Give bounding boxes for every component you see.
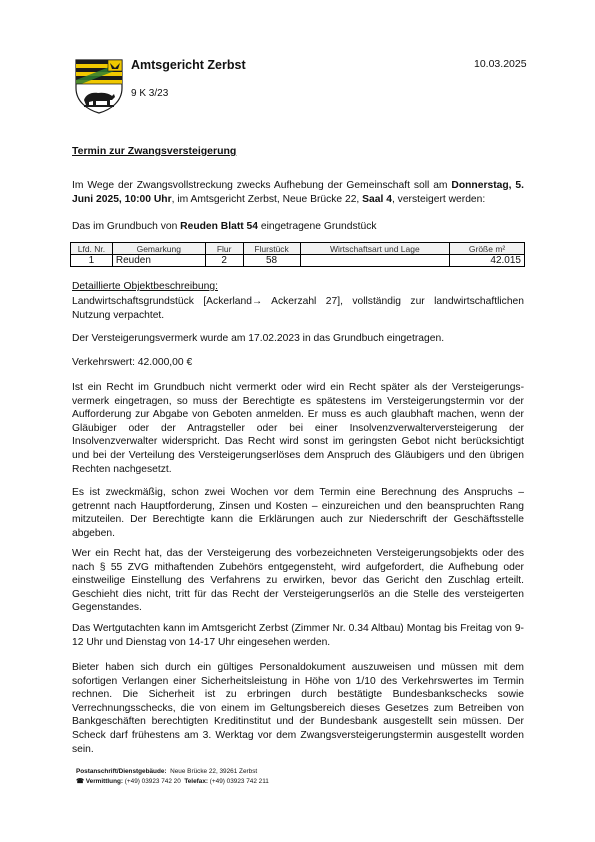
auction-room: Saal 4 (362, 193, 392, 205)
einstellung-paragraph: Wer ein Recht hat, das der Versteigerung des vorbezeichneten Versteigerungsobjekts oder des nach § 55 ZVG mithaftenden Zubehörs entgegensteht, wird aufgefordert, die Aufhebung oder einstweilige Einstellung des Verfahrens zu erwirken, bevor das Gericht den Zuschlag erteilt. Geschieht dies nicht, tritt für das Recht der Versteigerungserlös an die Stelle des versteigerten Gegenstandes. (72, 548, 524, 614)
footer-fax: (+49) 03923 742 211 (209, 778, 269, 785)
table-cell: 2 (205, 255, 243, 267)
table-header: Lfd. Nr. (71, 243, 113, 255)
recht-paragraph: Ist ein Recht im Grundbuch nicht vermerkt oder wird ein Recht später als der Versteigerungs-vermerk eingetragen, so muss der Berechtigte es spätestens im Versteigerungstermin vor der Aufforderung zur Abgabe von Geboten anmelden. Er muss es auch glaubhaft machen, wenn der Gläubiger oder der Antragsteller oder bei einer Insolvenzverwalterversteigerung der Insolvenzverwalter widerspricht. Das Recht wird sonst im geringsten Gebot nicht berücksichtigt und bei der Verteilung des Versteigerungserlöses dem Anspruch des Gläubigers und den übrigen Rechten nachgesetzt. (72, 382, 524, 475)
table-cell: 58 (243, 255, 300, 267)
table-header-row (71, 243, 525, 255)
coat-of-arms-icon (74, 58, 124, 114)
court-name: Amtsgericht Zerbst (131, 58, 246, 72)
table-header: Flurstück (243, 243, 300, 255)
table-cell: 42.015 (450, 255, 525, 267)
table-cell: Reuden (112, 255, 205, 267)
footer (76, 767, 269, 787)
vermerk-paragraph: Der Versteigerungsvermerk wurde am 17.02.2023 in das Grundbuch eingetragen. (72, 333, 445, 344)
auction-date: Donnerstag, 5. Juni 2025, 10:00 Uhr (72, 180, 524, 205)
document-heading: Termin zur Zwangsversteigerung (72, 145, 237, 157)
table-header: Wirtschaftsart und Lage (300, 243, 450, 255)
grundbuch-name: Reuden Blatt 54 (180, 221, 258, 232)
table-header: Größe m² (450, 243, 525, 255)
table-header: Gemarkung (112, 243, 205, 255)
footer-address: Neue Brücke 22, 39261 Zerbst (170, 768, 258, 775)
intro-paragraph: Im Wege der Zwangsvollstreckung zwecks Aufhebung der Gemeinschaft soll am Donnerstag, 5. Juni 2025, 10:00 Uhr, im Amtsgericht Zerbst, Neue Brücke 22, Saal 4, versteigert werden: (72, 180, 524, 205)
table-cell (300, 255, 450, 267)
table-header: Flur (205, 243, 243, 255)
object-description-title: Detaillierte Objektbeschreibung: (72, 281, 218, 292)
footer-phone: (+49) 03923 742 20 (124, 778, 181, 785)
gutachten-paragraph: Das Wertgutachten kann im Amtsgericht Zerbst (Zimmer Nr. 0.34 Altbau) Montag bis Freitag von 9-12 Uhr und Dienstag von 14-17 Uhr eingesehen werden. (72, 623, 524, 648)
table-cell: 1 (71, 255, 113, 267)
footer-phone-line: ☎ Vermittlung: (+49) 03923 742 20 Telefax: (+49) 03923 742 211 (76, 778, 269, 785)
grundbuch-paragraph: Das im Grundbuch von Reuden Blatt 54 eingetragene Grundstück (72, 221, 377, 232)
object-description-text: Landwirtschaftsgrundstück [Ackerland→ Ackerzahl 27], vollständig zur landwirtschaftlichen Nutzung verpachtet. (72, 296, 524, 321)
file-number: 9 K 3/23 (131, 88, 169, 99)
zweck-paragraph: Es ist zweckmäßig, schon zwei Wochen vor dem Termin eine Berechnung des Anspruchs – getrennt nach Hauptforderung, Zinsen und Kosten – einzureichen und den beanspruchten Rang mitzuteilen. Der Berechtigte kann die Erklärungen auch zur Niederschrift der Geschäftsstelle abgeben. (72, 487, 524, 539)
property-table (70, 242, 525, 267)
verkehrswert: Verkehrswert: 42.000,00 € (72, 357, 193, 368)
footer-address-line: Postanschrift/Dienstgebäude: Neue Brücke 22, 39261 Zerbst (76, 768, 258, 775)
document-date: 10.03.2025 (474, 58, 527, 70)
table-row (71, 255, 525, 267)
bieter-paragraph: Bieter haben sich durch ein gültiges Personaldokument auszuweisen und müssen mit dem sofortigen Verlangen einer Sicherheitsleistung in Höhe von 1/10 des Verkehrswertes im Termin rechnen. Die Sicherheit ist zu erbringen durch bestätigte Bundesbankschecks sowie Verrechnungsschecks, die von einem im Geltungsbereich dieses Gesetzes zum Betreiben von Bankgeschäften berechtigten Kreditinstitut und der Bundesbank ausgestellt sein müssen. Der Scheck darf frühestens am 3. Werktag vor dem Zwangsversteigerungstermin ausgestellt worden sein. (72, 662, 524, 755)
